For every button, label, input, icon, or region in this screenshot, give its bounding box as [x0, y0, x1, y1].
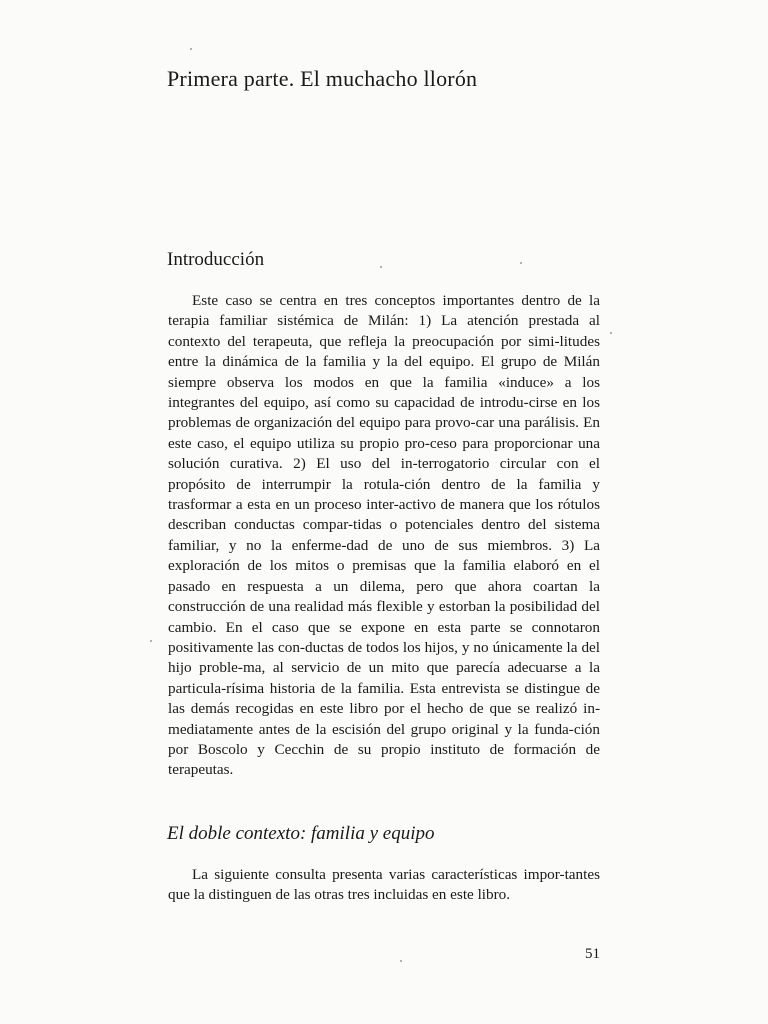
section-heading-introduccion: Introducción: [167, 249, 265, 270]
scan-speck: [400, 960, 402, 962]
intro-paragraph: Este caso se centra en tres conceptos importantes dentro de la terapia familiar sistémica de Milán: 1) La atención prestada al contexto del terapeuta, que refleja la preocupación por simi-litudes entre la dinámica de la familia y la del equipo. El grupo de Milán siempre observa los modos en que la familia «induce» a los integrantes del equipo, así como su capacidad de introdu-cirse en los problemas de organización del equipo para provo-car una parálisis. En este caso, el equipo utiliza su propio pro-ceso para proporcionar una solución curativa. 2) El uso del in-terrogatorio circular con el propósito de interrumpir la rotula-ción dentro de la familia y trasformar a esta en un proceso inter-activo de manera que los rótulos describan conductas compar-tidas o potenciales dentro del sistema familiar, y no la enferme-dad de uno de sus miembros. 3) La exploración de los mitos o premisas que la familia elaboró en el pasado en respuesta a un dilema, pero que ahora coartan la construcción de una realidad más flexible y estorban la posibilidad del cambio. En el caso que se expone en esta parte se connotaron positivamente las con-ductas de todos los hijos, y no únicamente la del hijo proble-ma, al servicio de un mito que parecía adecuarse a la particula-rísima historia de la familia. Esta entrevista se distingue de las demás recogidas en este libro por el hecho de que se realizó in-mediatamente antes de la escisión del grupo original y la funda-ción por Boscolo y Cecchin de su propio instituto de formación de terapeutas.: [168, 292, 600, 779]
scan-speck: [150, 640, 152, 642]
subsection-heading: El doble contexto: familia y equipo: [167, 823, 435, 844]
page-number: 51: [585, 946, 600, 962]
scan-speck: [610, 332, 612, 334]
scan-speck: [520, 262, 522, 264]
scan-speck: [380, 266, 382, 268]
body-paragraph: La siguiente consulta presenta varias características impor-tantes que la distinguen de las otras tres incluidas en este libro.: [168, 866, 600, 904]
part-title: Primera parte. El muchacho llorón: [167, 66, 478, 91]
scan-speck: [190, 48, 192, 50]
